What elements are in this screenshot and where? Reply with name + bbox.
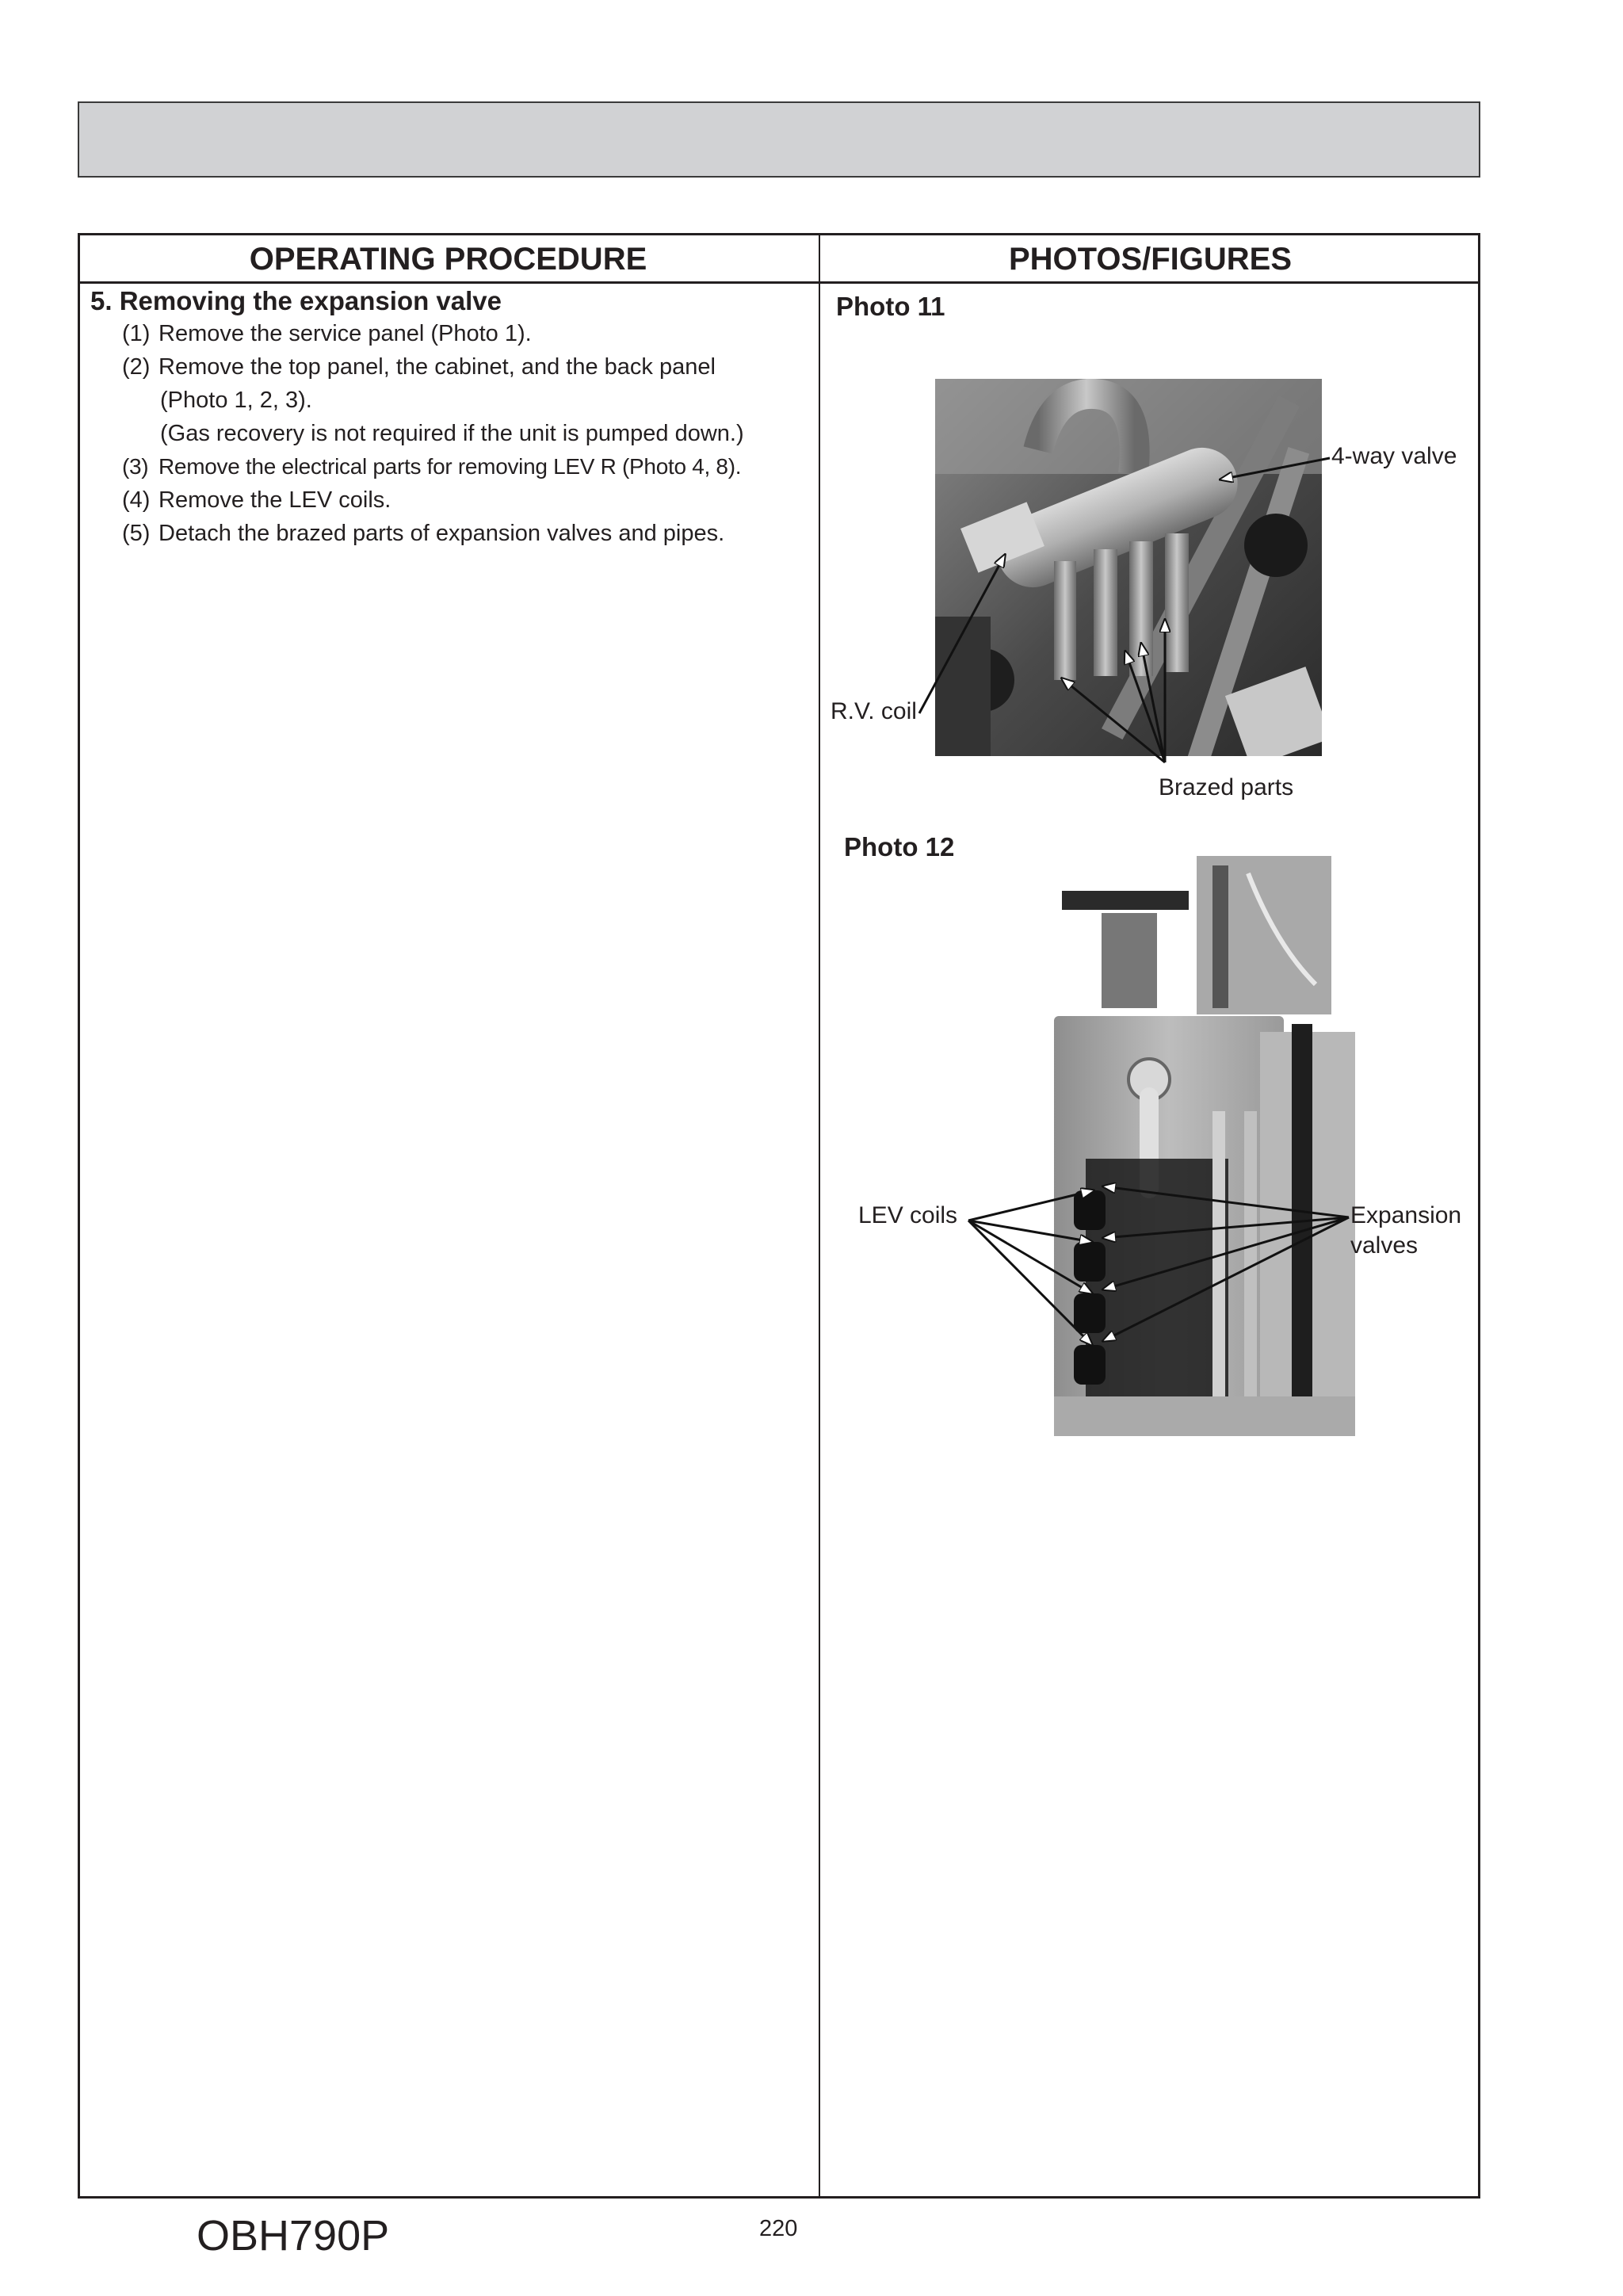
- photo-11-image: [935, 379, 1322, 756]
- expansion-valves-callout-line1: Expansion: [1350, 1202, 1462, 1228]
- operating-procedure-heading: OPERATING PROCEDURE: [249, 242, 647, 277]
- step-number: (3): [122, 454, 149, 479]
- expansion-valves-callout-line2: valves: [1350, 1232, 1419, 1259]
- photo-12-label: Photo 12: [844, 832, 955, 861]
- step-text: (Gas recovery is not required if the unit is pumped down.): [160, 421, 744, 446]
- procedure-step: [122, 350, 716, 384]
- step-number: (5): [122, 521, 151, 546]
- table-column-divider: [819, 233, 820, 2199]
- procedure-step-continuation: [160, 384, 312, 417]
- step-text: Remove the service panel (Photo 1).: [158, 321, 532, 346]
- procedure-step: [122, 517, 724, 550]
- step-number: (2): [122, 354, 151, 380]
- step-text: Remove the top panel, the cabinet, and the back panel: [158, 354, 716, 380]
- step-number: (1): [122, 321, 151, 346]
- photo-12-illustration: [1054, 850, 1363, 1452]
- rv-coil-callout: R.V. coil: [831, 698, 917, 724]
- header-bar: [78, 101, 1480, 178]
- page-number: 220: [759, 2216, 798, 2241]
- brazed-parts-callout: Brazed parts: [1159, 774, 1294, 800]
- model-number: OBH790P: [197, 2212, 390, 2260]
- step-text: Remove the electrical parts for removing LEV R (Photo 4, 8).: [158, 454, 742, 479]
- photo-12-image: [1054, 850, 1363, 1452]
- procedure-step: [122, 317, 532, 350]
- photo-11-label: Photo 11: [836, 292, 945, 321]
- photos-figures-heading: PHOTOS/FIGURES: [1008, 242, 1293, 277]
- lev-coils-callout: LEV coils: [858, 1202, 958, 1228]
- step-text: (Photo 1, 2, 3).: [160, 388, 312, 413]
- step-text: Detach the brazed parts of expansion valves and pipes.: [158, 521, 725, 546]
- procedure-title: 5. Removing the expansion valve: [90, 286, 502, 315]
- step-text: Remove the LEV coils.: [158, 487, 391, 513]
- procedure-step: [122, 450, 741, 483]
- photo-11-illustration: [935, 379, 1322, 756]
- four-way-valve-callout: 4-way valve: [1331, 443, 1457, 469]
- step-number: (4): [122, 487, 151, 513]
- procedure-step-note: [160, 417, 744, 450]
- procedure-step: [122, 483, 391, 517]
